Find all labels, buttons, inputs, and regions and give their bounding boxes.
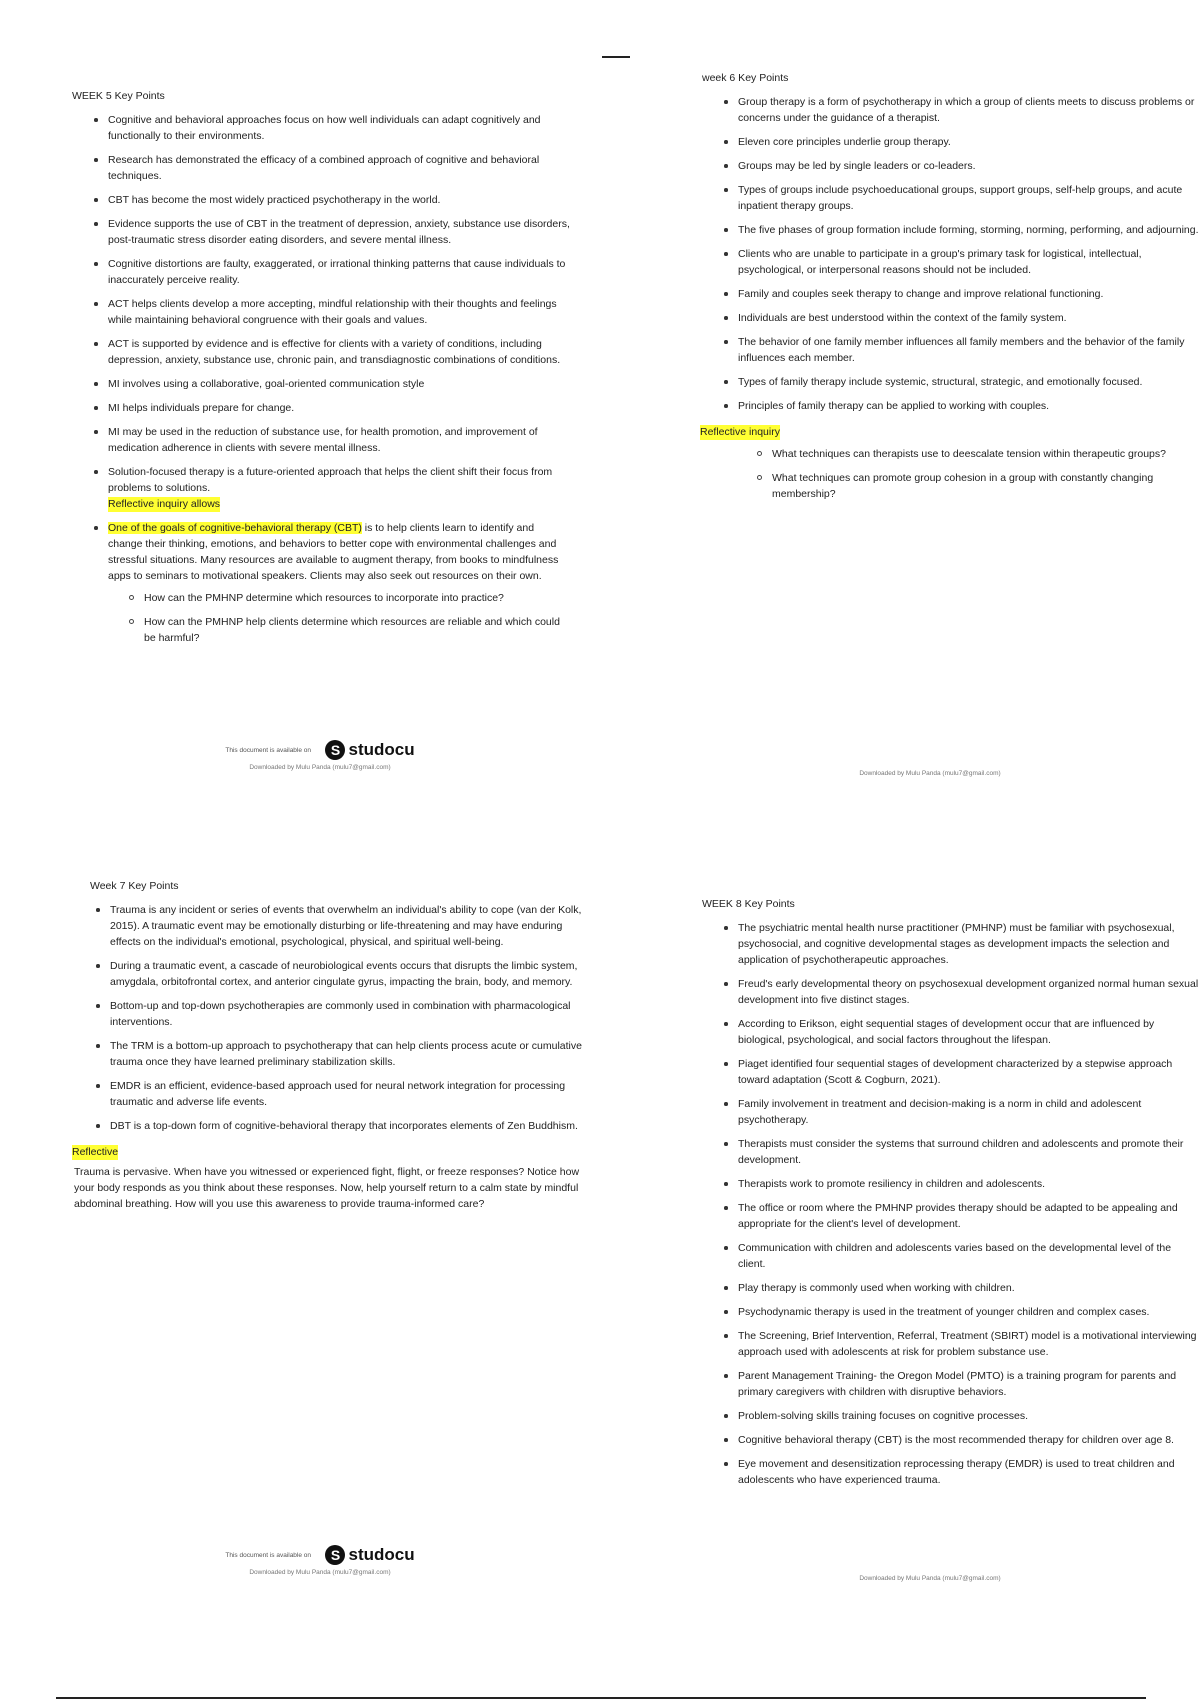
week5-heading: WEEK 5 Key Points bbox=[72, 90, 165, 102]
brand-name: studocu bbox=[348, 1545, 415, 1564]
list-item bbox=[108, 464, 570, 512]
list-item: MI may be used in the reduction of substance use, for health promotion, and improvement of medication adherence in clients with severe mental illness. bbox=[108, 424, 570, 456]
list-item: Eleven core principles underlie group therapy. bbox=[738, 134, 1200, 150]
reflective-inquiry-label: Reflective inquiry allows bbox=[108, 498, 221, 510]
list-item: Group therapy is a form of psychotherapy in which a group of clients meets to discuss problems or concerns under the guidance of a therapist. bbox=[738, 94, 1200, 126]
list-item: Freud's early developmental theory on psychosexual development organized normal human sexual development into five distinct stages. bbox=[738, 978, 1199, 1006]
list-item: The five phases of group formation include forming, storming, norming, performing, and adjourning. bbox=[738, 224, 1199, 236]
list-item: Communication with children and adolescents varies based on the developmental level of the client. bbox=[738, 1240, 1200, 1272]
list-item: CBT has become the most widely practiced psychotherapy in the world. bbox=[108, 192, 570, 208]
list-item: MI involves using a collaborative, goal-oriented communication style bbox=[108, 376, 570, 392]
available-on-text: This document is available on bbox=[225, 1551, 312, 1559]
list-item: Piaget identified four sequential stages of development characterized by a stepwise approach toward adaptation (Scott & Cogburn, 2021). bbox=[738, 1056, 1200, 1088]
week7-points bbox=[88, 902, 588, 1134]
list-item: EMDR is an efficient, evidence-based approach used for neural network integration for processing traumatic and adverse life events. bbox=[110, 1078, 588, 1110]
list-item: Problem-solving skills training focuses on cognitive processes. bbox=[738, 1408, 1200, 1424]
list-item: Therapists must consider the systems that surround children and adolescents and promote their development. bbox=[738, 1136, 1200, 1168]
page4-downloaded-by-text: Downloaded by Mulu Panda (mulu7@gmail.com) bbox=[859, 1575, 1001, 1582]
list-item: DBT is a top-down form of cognitive-behavioral therapy that incorporates elements of Zen Buddhism. bbox=[110, 1118, 588, 1134]
available-on-text: This document is available on bbox=[225, 746, 312, 754]
list-item: Clients who are unable to participate in a group's primary task for logistical, intellectual, psychological, or interpersonal reasons should not be included. bbox=[738, 246, 1200, 278]
reflective-paragraph: Trauma is pervasive. When have you witnessed or experienced fight, flight, or freeze responses? Notice how your body responds as you think about these responses. Now, help yourself return to a calm state by mindful abdominal breathing. How will you use this awareness to provide trauma-informed care? bbox=[74, 1166, 580, 1210]
reflective-inquiry-label: Reflective inquiry bbox=[700, 426, 780, 438]
downloaded-by-text: Downloaded by Mulu Panda (mulu7@gmail.com) bbox=[249, 1569, 391, 1576]
reflective-label: Reflective bbox=[72, 1146, 119, 1158]
page-separator-dash bbox=[602, 56, 630, 58]
list-item: Play therapy is commonly used when working with children. bbox=[738, 1280, 1200, 1296]
list-item: Trauma is any incident or series of events that overwhelm an individual's ability to cope (van der Kolk, 2015). A traumatic event may be emotionally disturbing or life-threatening and may have enduring effects on the individual's emotional, psychological, physical, and spiritual well-being. bbox=[110, 902, 588, 950]
page1-footer bbox=[200, 740, 440, 771]
page3-footer bbox=[200, 1545, 440, 1576]
list-item: ACT helps clients develop a more accepting, mindful relationship with their thoughts and feelings while maintaining behavioral congruence with their goals and values. bbox=[108, 296, 570, 328]
question-item: How can the PMHNP help clients determine which resources are reliable and which could be harmful? bbox=[144, 614, 570, 646]
week8-points bbox=[700, 920, 1200, 1488]
question-item: What techniques can therapists use to deescalate tension within therapeutic groups? bbox=[772, 446, 1200, 462]
list-item: Bottom-up and top-down psychotherapies are commonly used in combination with pharmacological interventions. bbox=[110, 998, 588, 1030]
list-item: The psychiatric mental health nurse practitioner (PMHNP) must be familiar with psychosexual, psychosocial, and cognitive developmental stages as development impacts the selection and application of psychotherapeutic approaches. bbox=[738, 920, 1200, 968]
list-item: Cognitive and behavioral approaches focus on how well individuals can adapt cognitively and functionally to their environments. bbox=[108, 112, 570, 144]
downloaded-by-text: Downloaded by Mulu Panda (mulu7@gmail.com) bbox=[249, 764, 391, 771]
question-item: What techniques can promote group cohesion in a group with constantly changing membership? bbox=[772, 470, 1200, 502]
reflective-text: is to help clients learn to identify and change their thinking, emotions, and behaviors to better cope with environmental challenges and stressful situations. Many resources are available to augment therapy, from books to mindfulness apps to seminars to motivational speakers. Clients may also seek out resources on their own. bbox=[108, 522, 559, 582]
list-item: MI helps individuals prepare for change. bbox=[108, 400, 570, 416]
page2-downloaded-by-text: Downloaded by Mulu Panda (mulu7@gmail.com) bbox=[859, 770, 1001, 777]
studocu-logo-icon: S bbox=[325, 1545, 345, 1565]
studocu-logo-icon: S bbox=[325, 740, 345, 760]
reflective-questions bbox=[700, 446, 1200, 502]
list-item: Types of groups include psychoeducational groups, support groups, self-help groups, and acute inpatient therapy groups. bbox=[738, 182, 1200, 214]
week6-heading: week 6 Key Points bbox=[702, 72, 789, 84]
bottom-rule bbox=[56, 1697, 1146, 1699]
highlighted-text: One of the goals of cognitive-behavioral therapy (CBT) bbox=[108, 522, 362, 534]
list-item: Parent Management Training- the Oregon Model (PMTO) is a training program for parents and primary caregivers with children with disruptive behaviors. bbox=[738, 1368, 1200, 1400]
list-item-text: Solution-focused therapy is a future-oriented approach that helps the client shift their focus from problems to solutions. bbox=[108, 466, 553, 494]
week8-heading: WEEK 8 Key Points bbox=[702, 898, 795, 910]
studocu-logo bbox=[325, 740, 414, 760]
question-item: How can the PMHNP determine which resources to incorporate into practice? bbox=[144, 590, 570, 606]
list-item: Cognitive distortions are faulty, exaggerated, or irrational thinking patterns that cause individuals to inaccurately perceive reality. bbox=[108, 256, 570, 288]
page-week8 bbox=[700, 898, 1200, 1496]
list-item: During a traumatic event, a cascade of neurobiological events occurs that disrupts the limbic system, amygdala, orbitofrontal cortex, and anterior cingulate gyrus, impacting the brain, body, and memory. bbox=[110, 958, 588, 990]
list-item: Types of family therapy include systemic, structural, strategic, and emotionally focused. bbox=[738, 374, 1200, 390]
list-item: Therapists work to promote resiliency in children and adolescents. bbox=[738, 1176, 1200, 1192]
list-item: Groups may be led by single leaders or co-leaders. bbox=[738, 158, 1200, 174]
reflective-item bbox=[108, 520, 570, 646]
reflective-questions bbox=[108, 590, 570, 646]
page-week6 bbox=[700, 72, 1200, 510]
list-item: The office or room where the PMHNP provides therapy should be adapted to be appealing and appropriate for the client's level of development. bbox=[738, 1200, 1200, 1232]
list-item: According to Erikson, eight sequential stages of development occur that are influenced by biological, psychological, and social factors throughout the lifespan. bbox=[738, 1016, 1200, 1048]
studocu-logo bbox=[325, 1545, 414, 1565]
list-item: Principles of family therapy can be applied to working with couples. bbox=[738, 398, 1200, 414]
week7-heading: Week 7 Key Points bbox=[90, 880, 179, 892]
list-item: The Screening, Brief Intervention, Referral, Treatment (SBIRT) model is a motivational interviewing approach used with adolescents at risk for problem substance use. bbox=[738, 1328, 1200, 1360]
page-week5 bbox=[70, 90, 570, 654]
list-item: Research has demonstrated the efficacy of a combined approach of cognitive and behavioral techniques. bbox=[108, 152, 570, 184]
list-item: Family involvement in treatment and decision-making is a norm in child and adolescent psychotherapy. bbox=[738, 1096, 1200, 1128]
list-item: ACT is supported by evidence and is effective for clients with a variety of conditions, including depression, anxiety, substance use, chronic pain, and transdiagnostic combinations of conditions. bbox=[108, 336, 570, 368]
list-item: Psychodynamic therapy is used in the treatment of younger children and complex cases. bbox=[738, 1304, 1200, 1320]
list-item: Individuals are best understood within the context of the family system. bbox=[738, 310, 1200, 326]
week5-points bbox=[70, 112, 570, 646]
brand-name: studocu bbox=[348, 740, 415, 759]
list-item: Eye movement and desensitization reprocessing therapy (EMDR) is used to treat children and adolescents who have experienced trauma. bbox=[738, 1456, 1200, 1488]
week6-points bbox=[700, 94, 1200, 414]
list-item: The behavior of one family member influences all family members and the behavior of the family influences each member. bbox=[738, 334, 1200, 366]
list-item: Cognitive behavioral therapy (CBT) is the most recommended therapy for children over age 8. bbox=[738, 1432, 1200, 1448]
list-item: The TRM is a bottom-up approach to psychotherapy that can help clients process acute or cumulative trauma once they have learned preliminary stabilization skills. bbox=[110, 1038, 588, 1070]
list-item: Evidence supports the use of CBT in the treatment of depression, anxiety, substance use disorders, post-traumatic stress disorder eating disorders, and severe mental illness. bbox=[108, 218, 570, 246]
list-item: Family and couples seek therapy to change and improve relational functioning. bbox=[738, 286, 1200, 302]
page-week7 bbox=[72, 880, 588, 1212]
